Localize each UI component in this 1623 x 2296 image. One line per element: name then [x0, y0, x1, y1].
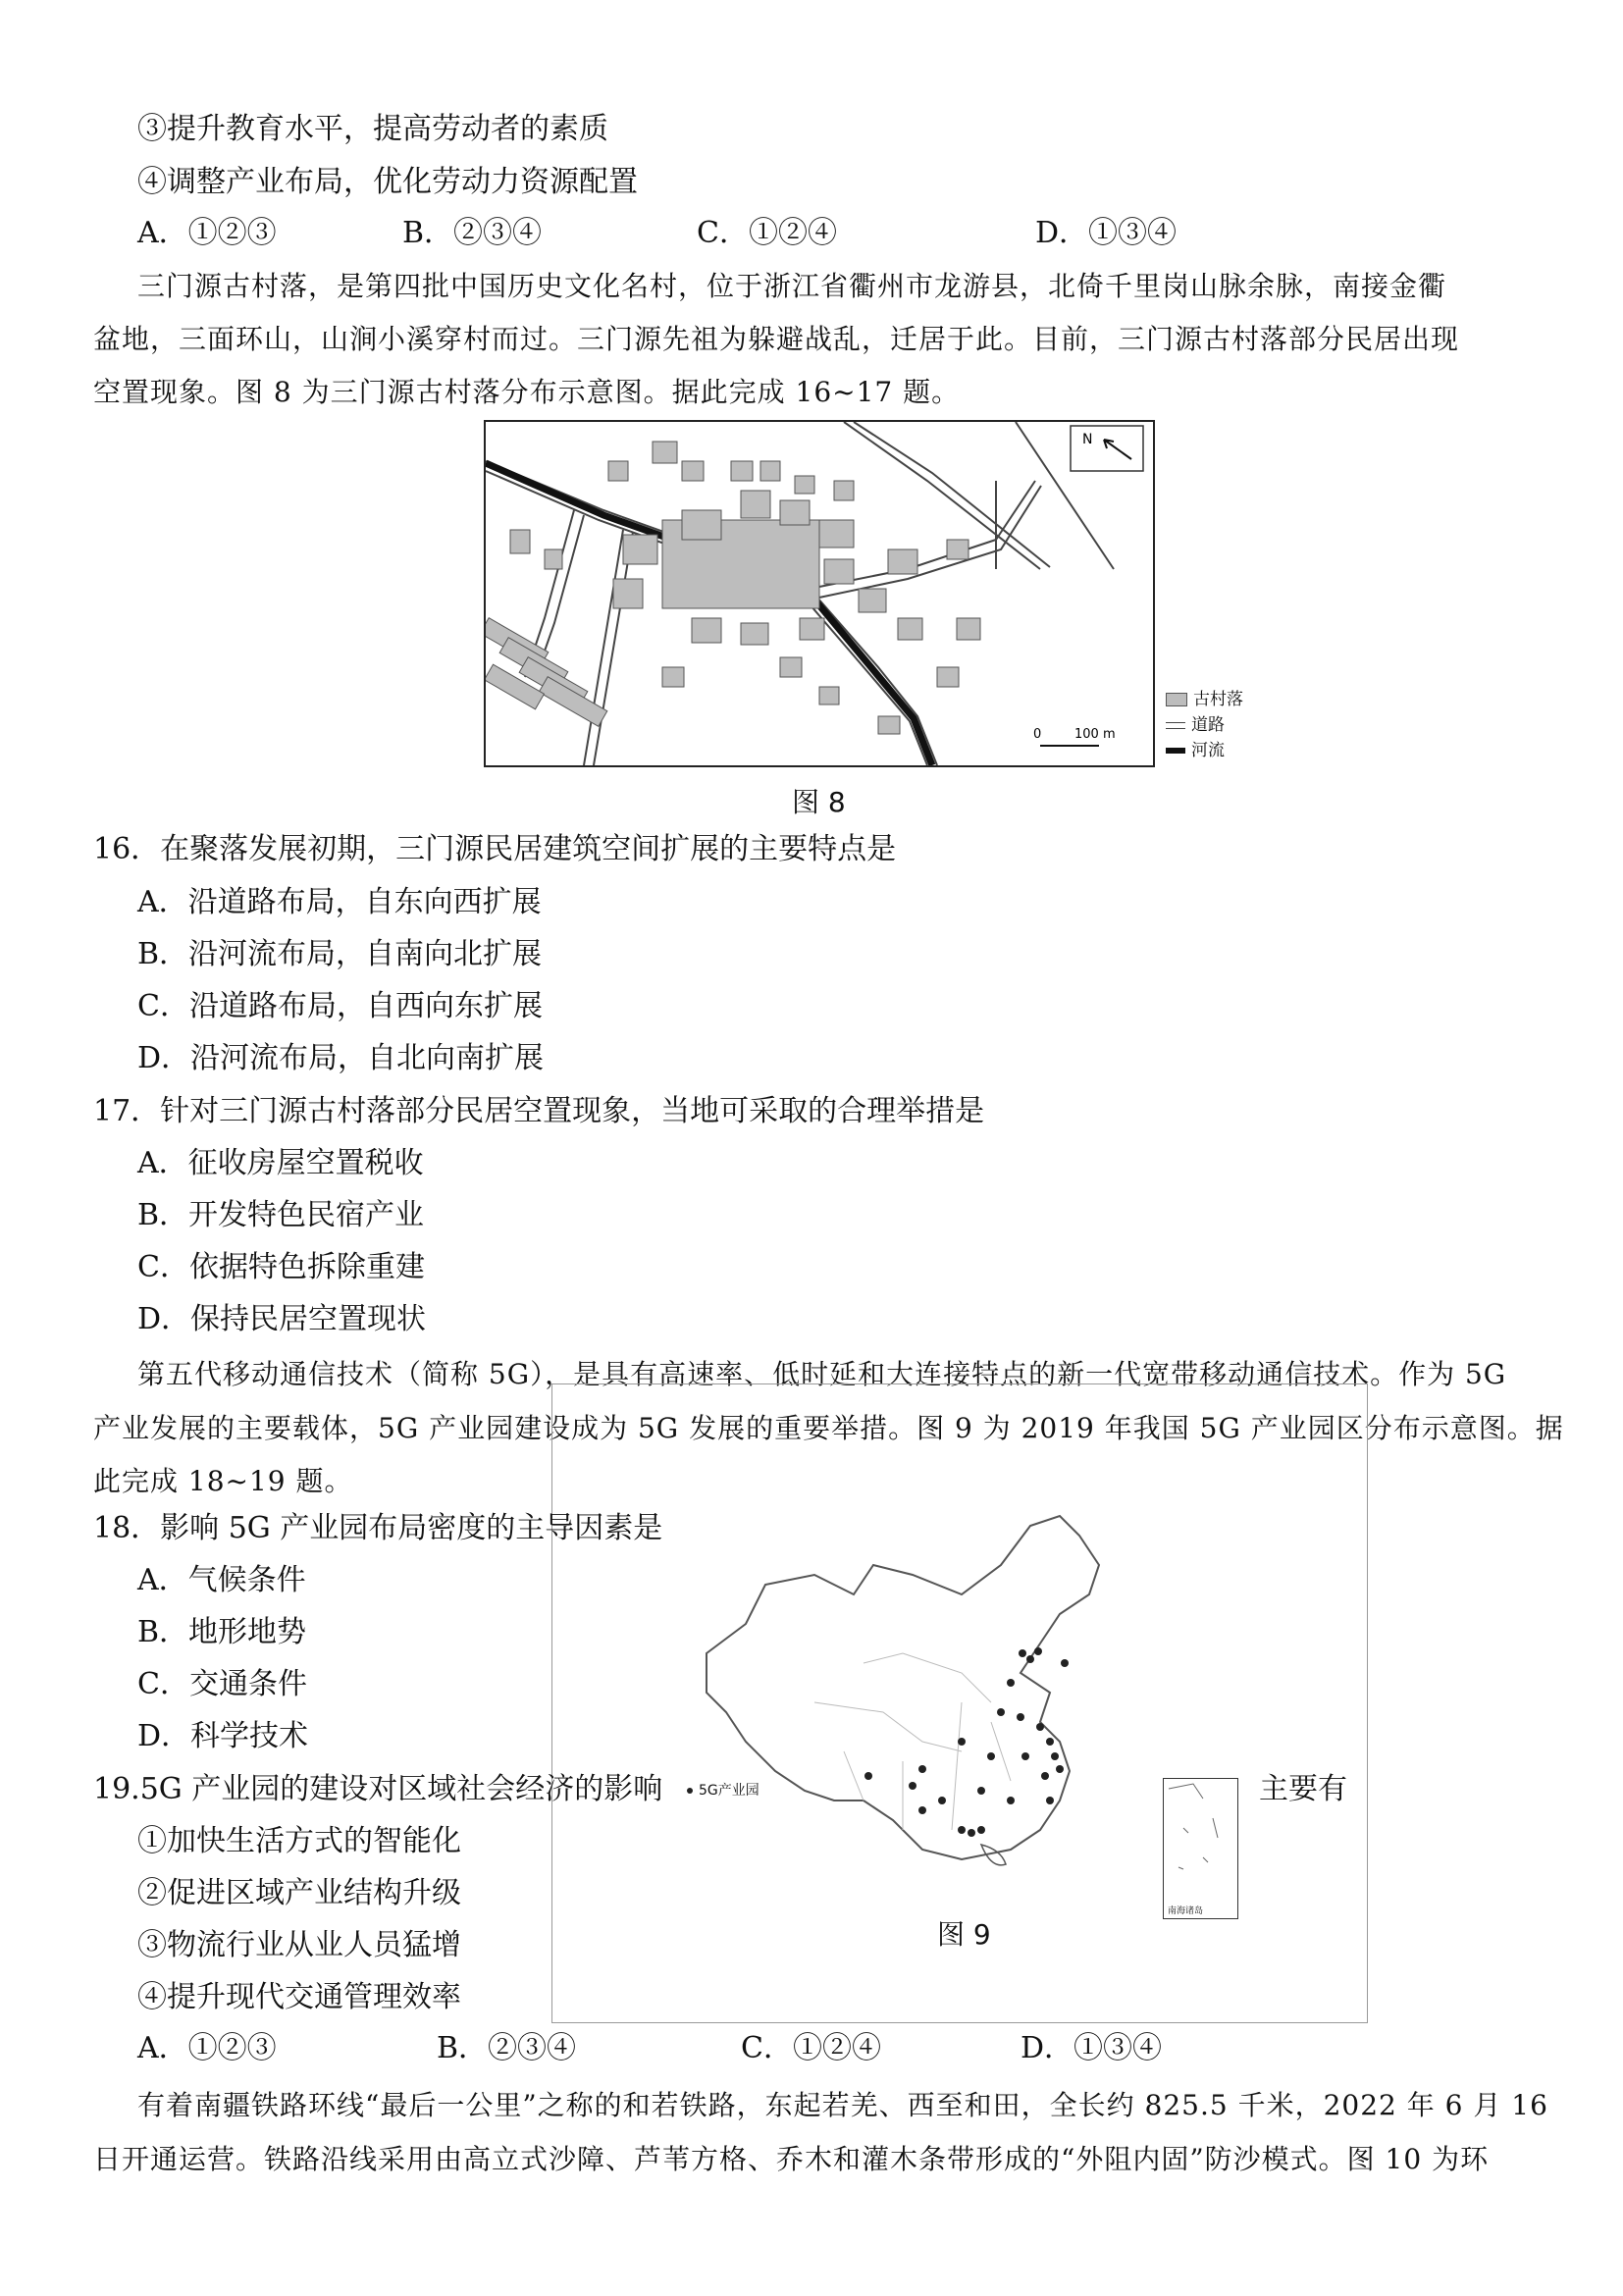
legend-river-swatch	[1166, 748, 1185, 754]
q19-item1: ①加快生活方式的智能化	[137, 1824, 461, 1858]
inset-label: 南海诸岛	[1168, 1906, 1204, 1916]
q18-option-b[interactable]: B．地形地势	[137, 1615, 307, 1649]
q19-item2: ②促进区域产业结构升级	[137, 1876, 461, 1910]
q15-option-d[interactable]: D．①③④	[1035, 216, 1178, 250]
q17-stem: 17．针对三门源古村落部分民居空置现象，当地可采取的合理举措是	[93, 1094, 985, 1128]
q18-option-d[interactable]: D．科学技术	[137, 1719, 309, 1753]
q17-option-b[interactable]: B．开发特色民宿产业	[137, 1198, 425, 1232]
q16-stem: 16．在聚落发展初期，三门源民居建筑空间扩展的主要特点是	[93, 832, 897, 866]
village-map-svg	[486, 422, 1153, 765]
q17-option-d[interactable]: D．保持民居空置现状	[137, 1302, 427, 1336]
passage1-line3: 空置现象。图 8 为三门源古村落分布示意图。据此完成 16~17 题。	[93, 376, 961, 408]
legend-village-swatch	[1166, 693, 1187, 706]
inset-svg	[1164, 1779, 1237, 1897]
legend-dot-icon	[687, 1788, 693, 1794]
q18-stem: 18．影响 5G 产业园布局密度的主导因素是	[93, 1511, 663, 1545]
q17-option-c[interactable]: C．依据特色拆除重建	[137, 1250, 425, 1284]
passage2-line1: 第五代移动通信技术（简称 5G），是具有高速率、低时延和大连接特点的新一代宽带移动通信技术。作为 5G	[137, 1358, 1507, 1390]
figure8-caption: 图 8	[792, 786, 846, 818]
passage2-line3: 此完成 18~19 题。	[93, 1465, 353, 1497]
q15-option-c[interactable]: C．①②④	[697, 216, 837, 250]
scale-label: 100 m	[1074, 727, 1116, 742]
q16-option-c[interactable]: C．沿道路布局，自西向东扩展	[137, 989, 543, 1023]
q18-option-a[interactable]: A．气候条件	[137, 1563, 306, 1597]
q19-item3: ③物流行业从业人员猛增	[137, 1928, 461, 1962]
q15-item3: ③提升教育水平，提高劳动者的素质	[137, 112, 608, 146]
passage2-line2: 产业发展的主要载体，5G 产业园建设成为 5G 发展的重要举措。图 9 为 2019 年我国 5G 产业园区分布示意图。据	[93, 1412, 1564, 1444]
legend-river-label: 河流	[1191, 741, 1225, 760]
province-borders	[814, 1653, 1011, 1830]
q16-option-d[interactable]: D．沿河流布局，自北向南扩展	[137, 1041, 545, 1075]
q16-option-a[interactable]: A．沿道路布局，自东向西扩展	[137, 885, 542, 919]
figure9-caption: 图 9	[937, 1918, 991, 1951]
passage3-line1: 有着南疆铁路环线“最后一公里”之称的和若铁路，东起若羌、西至和田，全长约 825.5 千米，2022 年 6 月 16	[137, 2089, 1548, 2121]
q16-option-b[interactable]: B．沿河流布局，自南向北扩展	[137, 937, 543, 971]
passage1-line1: 三门源古村落，是第四批中国历史文化名村，位于浙江省衢州市龙游县，北倚千里岗山脉余脉，南接金衢	[137, 270, 1447, 302]
north-label: N	[1082, 432, 1093, 447]
q15-item4: ④调整产业布局，优化劳动力资源配置	[137, 165, 638, 199]
q15-options	[137, 214, 1511, 253]
figure9-legend	[687, 1780, 759, 1800]
q15-option-a[interactable]: A．①②③	[137, 216, 277, 250]
q19-item4: ④提升现代交通管理效率	[137, 1980, 461, 2014]
passage3-line2: 日开通运营。铁路沿线采用由高立式沙障、芦苇方格、乔木和灌木条带形成的“外阻内固”防沙模式。图 10 为环	[93, 2143, 1490, 2175]
q19-stem-end: 主要有	[1259, 1772, 1347, 1806]
scale-zero: 0	[1033, 727, 1042, 742]
q19-option-d[interactable]: D．①③④	[1021, 2031, 1163, 2065]
figure9-legend-label: 5G产业园	[699, 1783, 759, 1799]
river	[486, 463, 932, 765]
figure8-legend	[1166, 687, 1243, 763]
south-china-sea-inset	[1163, 1778, 1238, 1919]
q19-stem: 19.5G 产业园的建设对区域社会经济的影响	[93, 1772, 663, 1806]
5g-park-dots	[864, 1647, 1069, 1837]
village-buildings	[486, 442, 980, 734]
legend-road	[1166, 712, 1243, 738]
legend-village	[1166, 687, 1243, 712]
figure9-china-map	[667, 1506, 1138, 1918]
q19-options	[137, 2029, 1511, 2068]
q19-option-c[interactable]: C．①②④	[741, 2031, 881, 2065]
legend-road-label: 道路	[1191, 715, 1225, 735]
legend-village-label: 古村落	[1193, 690, 1243, 709]
figure8-village-map	[484, 420, 1155, 767]
q19-option-b[interactable]: B．②③④	[437, 2031, 577, 2065]
q17-option-a[interactable]: A．征收房屋空置税收	[137, 1146, 424, 1180]
q19-option-a[interactable]: A．①②③	[137, 2031, 277, 2065]
q15-option-b[interactable]: B．②③④	[402, 216, 543, 250]
passage1-line2: 盆地，三面环山，山涧小溪穿村而过。三门源先祖为躲避战乱，迁居于此。目前，三门源古村落部分民居出现	[93, 323, 1460, 355]
legend-river	[1166, 738, 1243, 763]
q18-option-c[interactable]: C．交通条件	[137, 1667, 307, 1701]
legend-road-swatch	[1166, 722, 1185, 729]
